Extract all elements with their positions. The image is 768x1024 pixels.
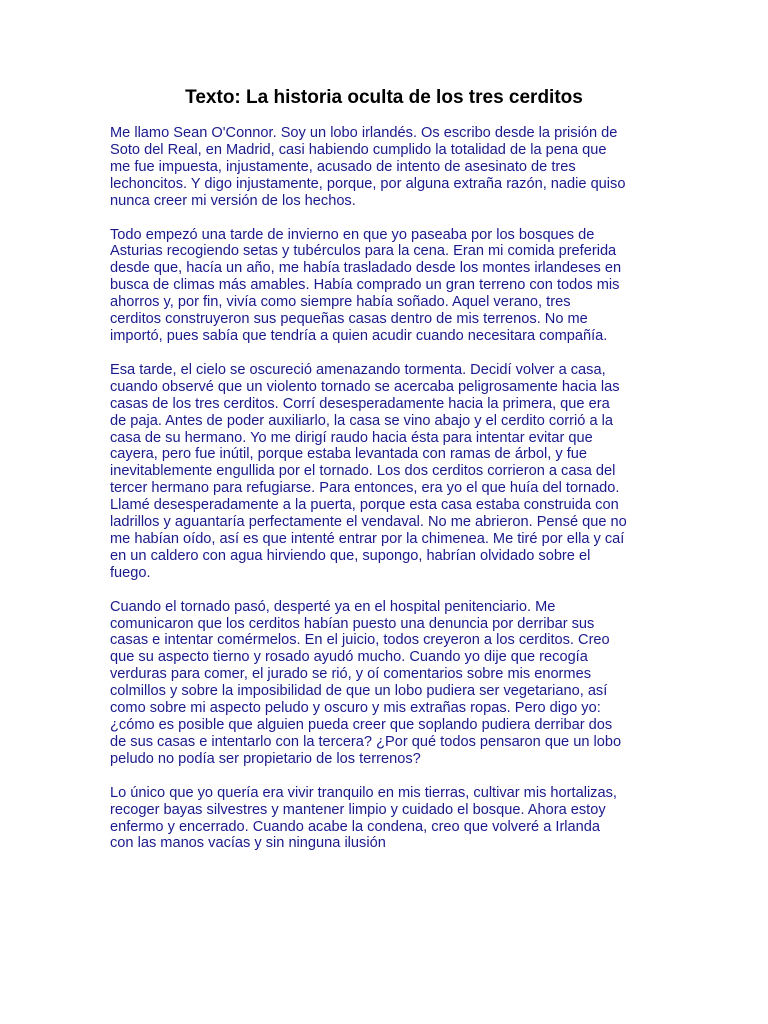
paragraph-line: Asturias recogiendo setas y tubérculos para la cena. Eran mi comida preferida	[110, 243, 617, 260]
paragraph-line: ladrillos y aguantaría perfectamente el vendaval. No me abrieron. Pensé que no	[110, 514, 627, 531]
paragraph-line: desde que, hacía un año, me había trasladado desde los montes irlandeses en	[110, 260, 622, 277]
paragraph-line: casa de su hermano. Yo me dirigí raudo hacia ésta para intentar evitar que	[110, 429, 593, 446]
paragraph-line: recoger bayas silvestres y mantener limpio y cuidado el bosque. Ahora estoy	[110, 801, 606, 818]
paragraph	[110, 785, 670, 853]
paragraph-line: con las manos vacías y sin ninguna ilusión	[110, 835, 386, 852]
paragraph-line: comunicaron que los cerditos habían puesto una denuncia por derribar sus	[110, 615, 595, 632]
paragraph-line: busca de climas más amables. Había comprado un gran terreno con todos mis	[110, 277, 620, 294]
paragraph-line: de paja. Antes de poder auxiliarlo, la casa se vino abajo y el cerdito corrió a la	[110, 412, 613, 429]
paragraph-line: tercer hermano para refugiarse. Para entonces, era yo el que huía del tornado.	[110, 480, 620, 497]
document-body	[110, 125, 670, 869]
paragraph-line: verduras para comer, el jurado se rió, y oí comentarios sobre mis enormes	[110, 666, 591, 683]
paragraph-line: Soto del Real, en Madrid, casi habiendo cumplido la totalidad de la pena que	[110, 141, 607, 158]
paragraph-line: cuando observé que un violento tornado se acercaba peligrosamente hacia las	[110, 378, 620, 395]
paragraph-line: que su aspecto tierno y rosado ayudó mucho. Cuando yo dije que recogía	[110, 649, 588, 666]
paragraph-line: casas de los tres cerditos. Corrí desesperadamente hacia la primera, que era	[110, 395, 610, 412]
paragraph-line: cerditos construyeron sus pequeñas casas dentro de mis terrenos. No me	[110, 311, 588, 328]
document-title: Texto: La historia oculta de los tres cerditos	[185, 87, 583, 108]
paragraph-line: ¿cómo es posible que alguien pueda creer que soplando pudiera derribar dos	[110, 717, 613, 733]
paragraph-line: en un caldero con agua hirviendo que, supongo, habrían olvidado sobre el	[110, 547, 591, 564]
paragraph-line: lechoncitos. Y digo injustamente, porque, por alguna extraña razón, nadie quiso	[110, 175, 626, 192]
paragraph-line: peludo no podía ser propietario de los terrenos?	[110, 750, 421, 767]
paragraph-line: enfermo y encerrado. Cuando acabe la condena, creo que volveré a Irlanda	[110, 818, 601, 835]
paragraph-line: como sobre mi aspecto peludo y oscuro y mis extrañas ropas. Pero digo yo:	[110, 700, 601, 717]
paragraph-line: inevitablemente engullida por el tornado. Los dos cerditos corrieron a casa del	[110, 463, 616, 480]
paragraph-line: fuego.	[110, 564, 151, 581]
paragraph-line: me habían oído, así es que intenté entrar por la chimenea. Me tiré por ella y caí	[110, 530, 625, 547]
paragraph-line: importó, pues sabía que tendría a quien acudir cuando necesitara compañía.	[110, 327, 608, 344]
paragraph-line: casas e intentar comérmelos. En el juicio, todos creyeron a los cerditos. Creo	[110, 632, 610, 649]
paragraph-line: ahorros y, por fin, vivía como siempre había soñado. Aquel verano, tres	[110, 294, 571, 311]
paragraph	[110, 125, 670, 210]
paragraph-line: nunca creer mi versión de los hechos.	[110, 192, 356, 209]
paragraph-line: Llamé desesperadamente a la puerta, porque esta casa estaba construida con	[110, 497, 619, 514]
paragraph	[110, 227, 670, 345]
paragraph-line: me fue impuesta, injustamente, acusado de intento de asesinato de tres	[110, 158, 576, 175]
paragraph-line: cayera, pero fue inútil, porque estaba levantada con ramas de árbol, y fue	[110, 446, 588, 463]
paragraph-line: Me llamo Sean O'Connor. Soy un lobo irlandés. Os escribo desde la prisión de	[110, 125, 618, 141]
paragraph	[110, 599, 670, 768]
paragraph-line: Lo único que yo quería era vivir tranquilo en mis tierras, cultivar mis hortalizas,	[110, 784, 617, 801]
paragraph-line: colmillos y sobre la imposibilidad de que un lobo pudiera ser vegetariano, así	[110, 683, 608, 700]
paragraph-line: Todo empezó una tarde de invierno en que yo paseaba por los bosques de	[110, 226, 595, 243]
paragraph	[110, 362, 670, 582]
paragraph-line: Esa tarde, el cielo se oscureció amenazando tormenta. Decidí volver a casa,	[110, 361, 606, 378]
paragraph-line: Cuando el tornado pasó, desperté ya en el hospital penitenciario. Me	[110, 598, 556, 615]
paragraph-line: de sus casas e intentarlo con la tercera? ¿Por qué todos pensaron que un lobo	[110, 733, 622, 750]
